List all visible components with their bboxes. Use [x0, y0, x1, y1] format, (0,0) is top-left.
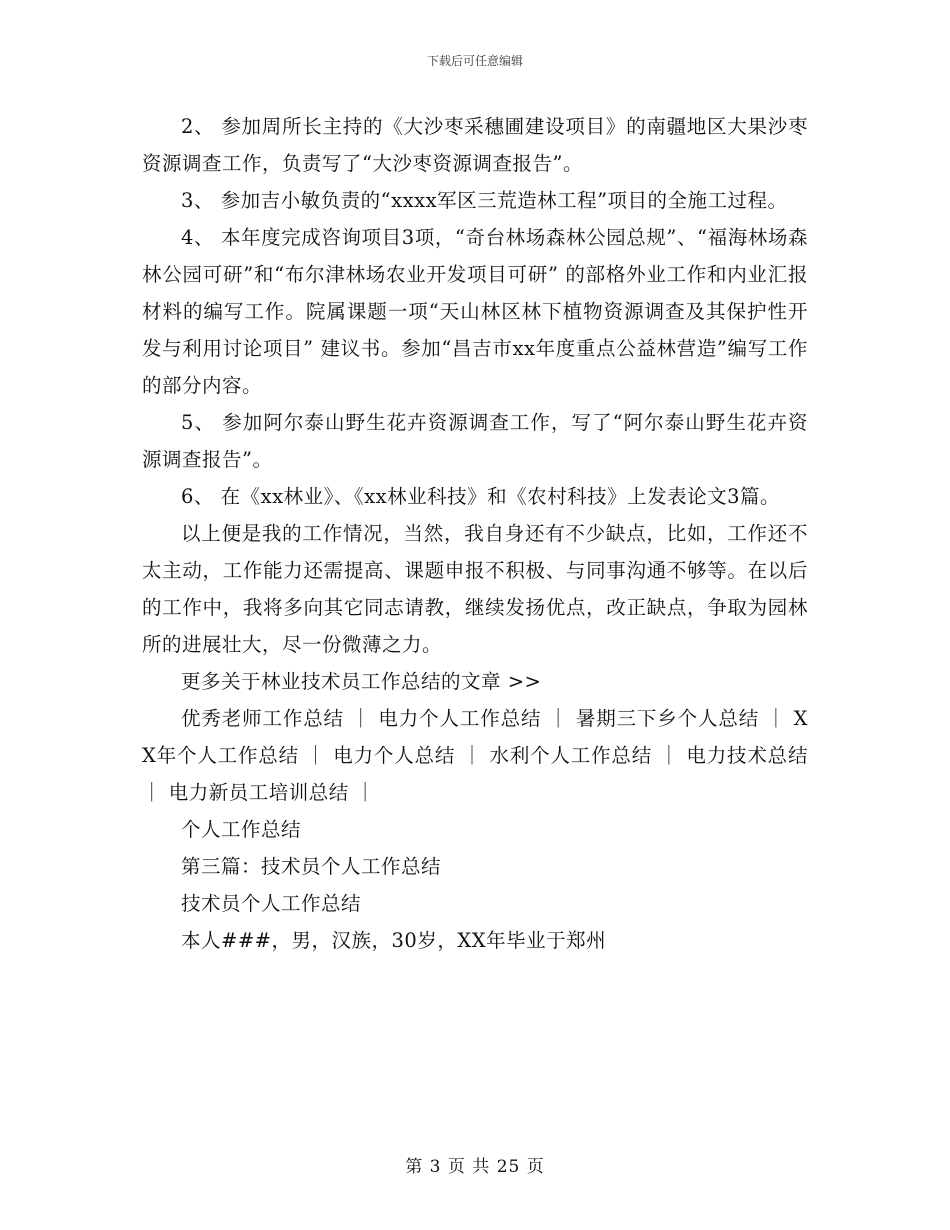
more-articles-link[interactable]: 更多关于林业技术员工作总结的文章 >>: [181, 670, 542, 693]
paragraph-item-5: 5、 参加阿尔泰山野生花卉资源调查工作，写了“阿尔泰山野生花卉资源调查报告”。: [142, 411, 808, 471]
paragraph-item-3: 3、 参加吉小敏负责的“xxxx军区三荒造林工程”项目的全施工过程。: [181, 189, 788, 212]
paragraph-item-6: 6、 在《xx林业》、《xx林业科技》和《农村科技》上发表论文3篇。: [181, 485, 781, 508]
document-body: [142, 108, 808, 959]
section-heading-part3: 第三篇：技术员个人工作总结: [181, 855, 442, 878]
related-articles-links[interactable]: 优秀老师工作总结 ｜ 电力个人工作总结 ｜ 暑期三下乡个人总结 ｜ XX年个人工作总结 ｜ 电力个人总结 ｜ 水利个人工作总结 ｜ 电力技术总结 ｜ 电力新员工培训总结 ｜: [142, 707, 808, 804]
section-heading-personal: 个人工作总结: [181, 818, 302, 841]
paragraph-conclusion: 以上便是我的工作情况，当然，我自身还有不少缺点，比如，工作还不太主动，工作能力还需提高、课题申报不积极、与同事沟通不够等。在以后的工作中，我将多向其它同志请教，继续发扬优点，改正缺点，争取为园林所的进展壮大，尽一份微薄之力。: [142, 522, 808, 656]
paragraph-item-4: 4、 本年度完成咨询项目3项，“奇台林场森林公园总规”、“福海林场森林公园可研”和“布尔津林场农业开发项目可研” 的部格外业工作和内业汇报材料的编写工作。院属课题一项“天山林区林下植物资源调查及其保护性开发与利用讨论项目” 建议书。参加“昌吉市xx年度重点公益林营造”编写工作的部分内容。: [142, 226, 808, 397]
page-header: 下载后可任意编辑: [426, 54, 523, 68]
page-number: 第 3 页 共 25 页: [405, 1157, 545, 1177]
section-title-technician: 技术员个人工作总结: [181, 892, 362, 915]
paragraph-intro: 本人###，男，汉族，30岁，XX年毕业于郑州: [181, 929, 607, 952]
paragraph-item-2: 2、 参加周所长主持的《大沙枣采穗圃建设项目》的南疆地区大果沙枣资源调查工作，负责写了“大沙枣资源调查报告”。: [142, 115, 808, 175]
